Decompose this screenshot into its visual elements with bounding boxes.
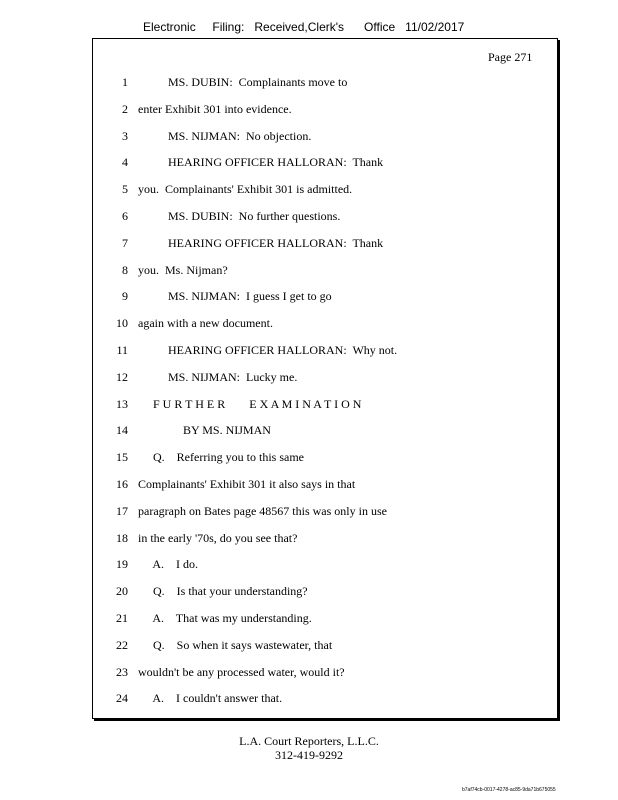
transcript-line	[92, 208, 558, 224]
document-hash: b7af74cb-0017-4278-ac85-9da71b675055	[462, 787, 556, 793]
transcript-line	[92, 235, 558, 251]
line-number: 5	[122, 182, 128, 197]
line-number: 12	[116, 369, 128, 384]
transcript-line	[92, 556, 558, 572]
line-number: 7	[122, 235, 128, 250]
line-text: MS. DUBIN: No further questions.	[138, 209, 341, 223]
line-number: 18	[116, 530, 128, 545]
transcript-line	[92, 74, 558, 90]
line-text: MS. NIJMAN: I guess I get to go	[138, 289, 332, 304]
line-number: 6	[122, 209, 128, 223]
line-text: MS. DUBIN: Complainants move to	[138, 75, 348, 89]
line-text: Q. Is that your understanding?	[138, 584, 308, 599]
transcript-line	[92, 288, 558, 304]
line-number: 1	[122, 75, 128, 89]
transcript-line	[92, 369, 558, 385]
line-number: 10	[116, 316, 128, 331]
line-text: A. I do.	[138, 557, 198, 572]
transcript-line	[92, 315, 558, 331]
transcript-line	[92, 583, 558, 599]
line-text: HEARING OFFICER HALLORAN: Thank	[138, 155, 384, 170]
line-number: 13	[116, 396, 128, 411]
line-text: you. Ms. Nijman?	[138, 262, 228, 277]
transcript-line	[92, 449, 558, 465]
line-text: HEARING OFFICER HALLORAN: Why not.	[138, 343, 398, 357]
line-text: HEARING OFFICER HALLORAN: Thank	[138, 235, 384, 250]
transcript-line	[92, 690, 558, 706]
transcript-line	[92, 476, 558, 492]
transcript-line	[92, 422, 558, 438]
line-number: 23	[116, 664, 128, 679]
transcript-line	[92, 342, 558, 358]
line-text: wouldn't be any processed water, would it?	[138, 664, 345, 679]
line-number: 19	[116, 557, 128, 572]
transcript-line	[92, 262, 558, 278]
line-number: 14	[116, 423, 128, 438]
transcript-line	[92, 530, 558, 546]
line-text: Complainants' Exhibit 301 it also says in that	[138, 477, 356, 491]
line-text: MS. NIJMAN: No objection.	[138, 128, 312, 143]
line-number: 8	[122, 262, 128, 277]
page-number: Page 271	[488, 50, 533, 64]
line-number: 9	[122, 289, 128, 304]
line-number: 15	[116, 450, 128, 465]
line-number: 2	[122, 101, 128, 116]
transcript-line	[92, 181, 558, 197]
line-number: 22	[116, 637, 128, 652]
line-number: 24	[116, 691, 128, 706]
line-number: 3	[122, 128, 128, 143]
line-text: A. I couldn't answer that.	[138, 691, 283, 706]
transcript-line	[92, 637, 558, 653]
line-text: A. That was my understanding.	[138, 611, 312, 625]
line-number: 4	[122, 155, 128, 170]
line-text: in the early '70s, do you see that?	[138, 530, 298, 545]
line-text: MS. NIJMAN: Lucky me.	[138, 369, 298, 384]
footer-phone: 312-419-9292	[275, 748, 343, 762]
line-text: paragraph on Bates page 48567 this was only in use	[138, 503, 387, 518]
transcript-line	[92, 610, 558, 626]
line-number: 21	[116, 611, 128, 625]
footer-company: L.A. Court Reporters, L.L.C.	[239, 734, 379, 748]
transcript-line	[92, 396, 558, 412]
line-text: F U R T H E R E X A M I N A T I O N	[138, 396, 362, 411]
transcript-line	[92, 503, 558, 519]
line-text: Q. So when it says wastewater, that	[138, 637, 333, 652]
line-text: BY MS. NIJMAN	[138, 423, 271, 438]
line-number: 11	[116, 343, 128, 357]
filing-stamp: Electronic Filing: Received,Clerk's Office 11/02/2017	[143, 20, 465, 34]
line-number: 20	[116, 584, 128, 599]
transcript-line	[92, 101, 558, 117]
line-text: enter Exhibit 301 into evidence.	[138, 101, 292, 116]
line-number: 17	[116, 503, 128, 518]
line-text: Q. Referring you to this same	[138, 450, 304, 465]
transcript-line	[92, 128, 558, 144]
line-text: again with a new document.	[138, 316, 273, 331]
transcript-line	[92, 664, 558, 680]
line-number: 16	[116, 477, 128, 491]
transcript-line	[92, 154, 558, 170]
line-text: you. Complainants' Exhibit 301 is admitted.	[138, 182, 353, 197]
